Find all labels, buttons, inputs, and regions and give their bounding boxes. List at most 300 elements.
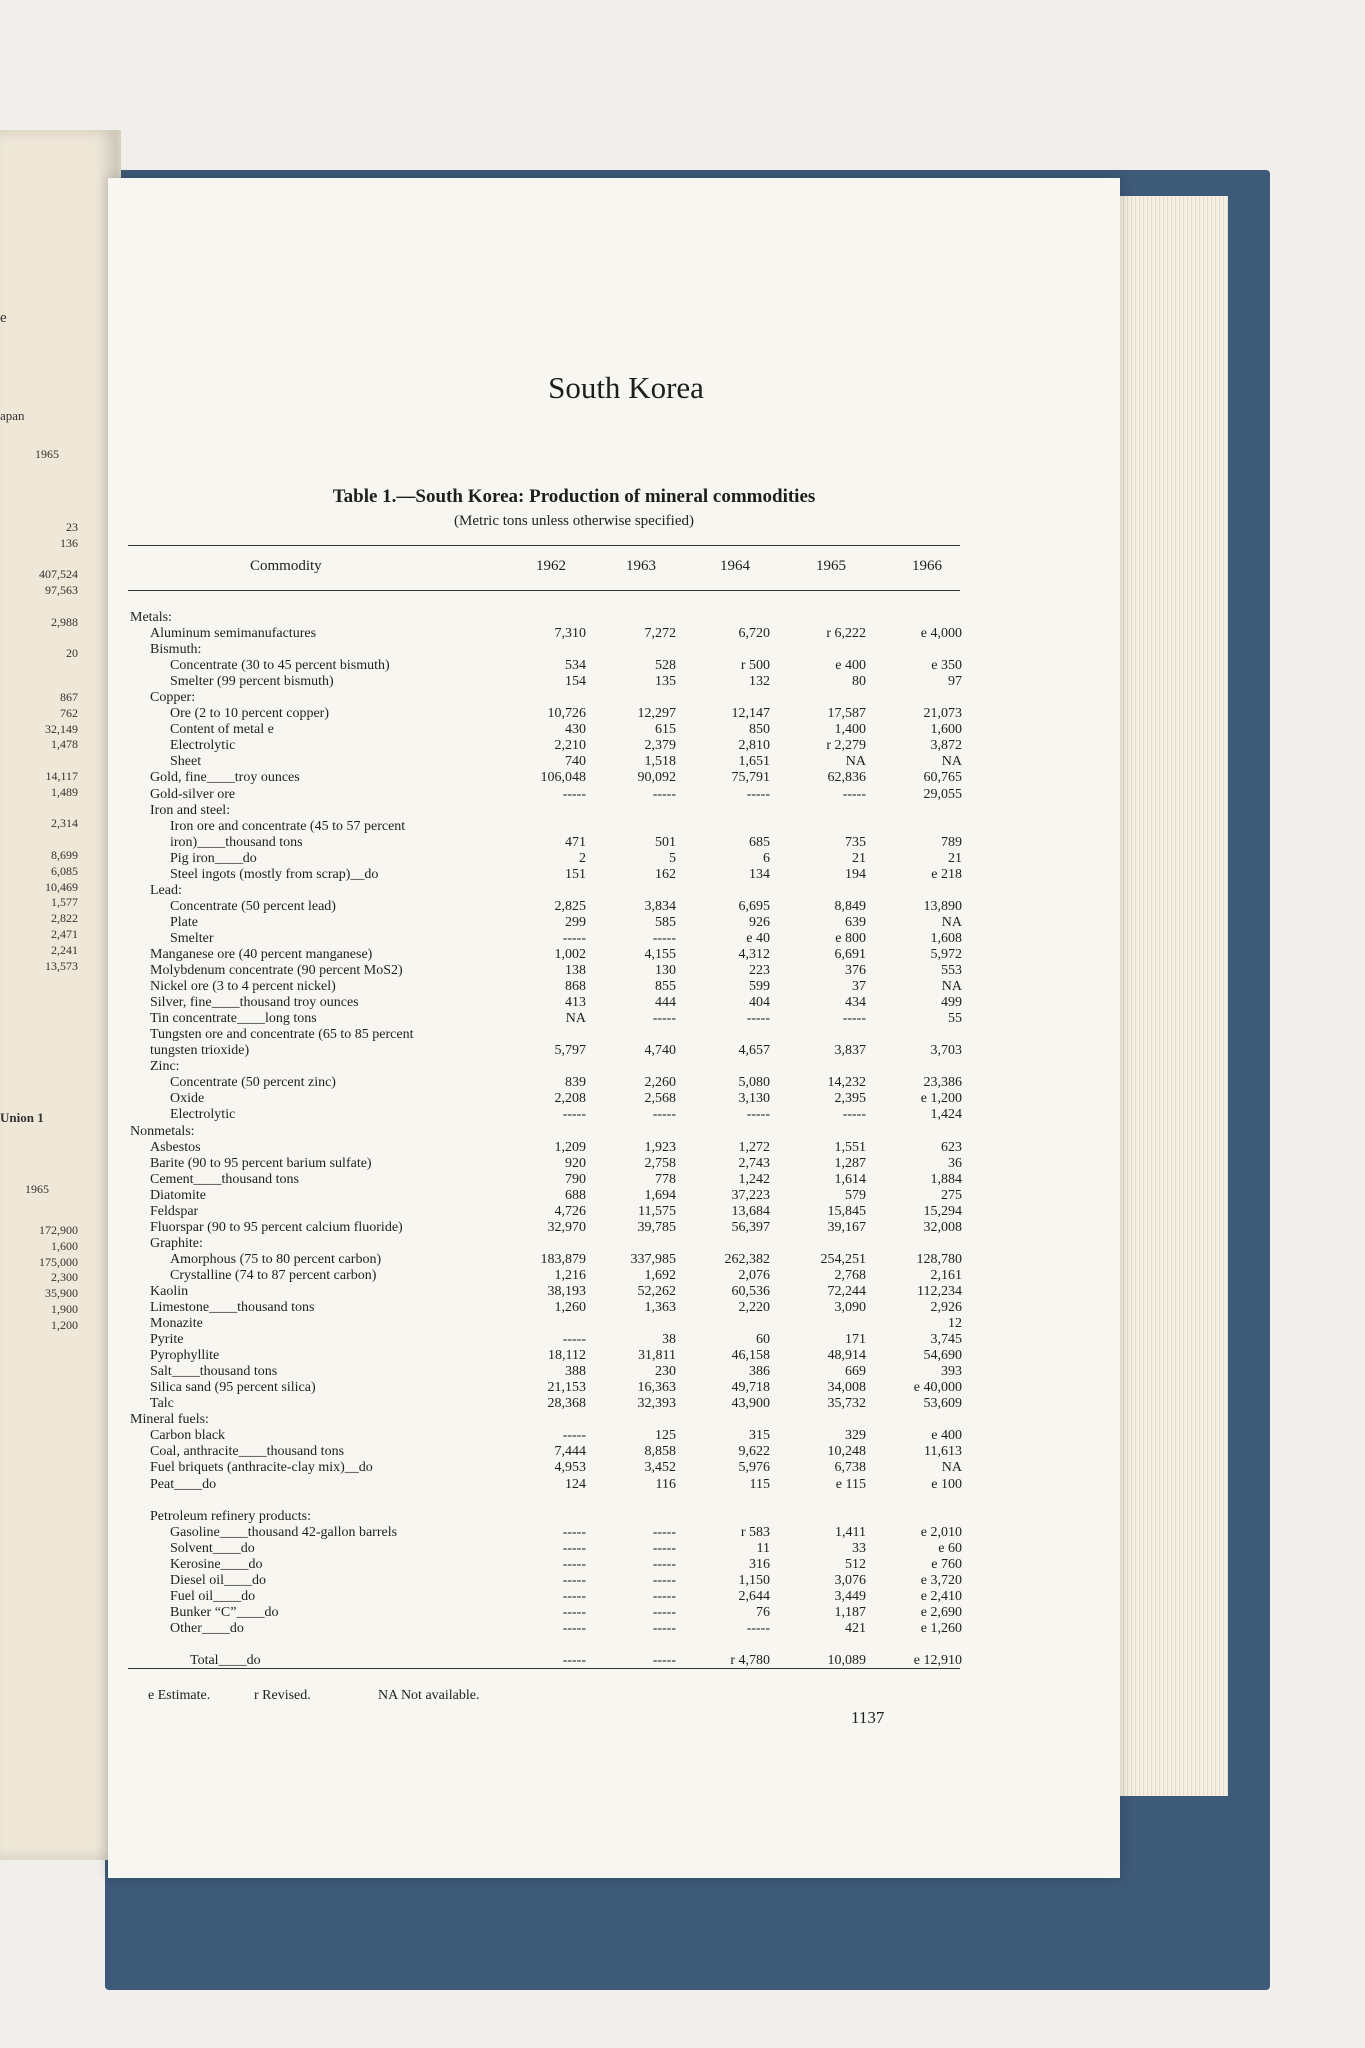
table-row — [130, 1075, 962, 1091]
table-row — [130, 1268, 962, 1284]
cell-value: 34,008 — [827, 1380, 866, 1396]
left-column-value: 23 — [66, 520, 78, 534]
cell-value: 62,836 — [827, 770, 866, 786]
cell-value: ----- — [562, 1556, 586, 1572]
cell-value: 6,738 — [834, 1460, 866, 1476]
row-label: Fuel oil____do — [170, 1588, 256, 1604]
cell-value: 8,858 — [644, 1444, 676, 1460]
cell-value: 80 — [852, 674, 866, 690]
row-label: Electrolytic — [170, 738, 236, 754]
cell-value: 223 — [749, 963, 770, 979]
cell-value: e 218 — [931, 866, 962, 882]
table-row — [130, 787, 962, 803]
row-label: Barite (90 to 95 percent barium sulfate) — [150, 1155, 372, 1171]
cell-value: 6,720 — [738, 626, 770, 642]
table-row — [130, 1332, 962, 1348]
cell-value: 124 — [565, 1476, 586, 1492]
cell-value: 1,002 — [554, 946, 586, 962]
left-column-value: 1,200 — [51, 1317, 78, 1332]
cell-value: 623 — [941, 1139, 962, 1155]
cell-value: NA — [941, 754, 962, 770]
cell-value: 14,232 — [827, 1075, 866, 1091]
footnote-na: NA Not available. — [378, 1688, 480, 1703]
cell-value: 60,536 — [731, 1283, 770, 1299]
cell-value: 868 — [565, 979, 586, 995]
table-title: Table 1.—South Korea: Production of mineral commodities — [332, 486, 816, 507]
left-column-bottom — [39, 1223, 78, 1334]
cell-value: 37 — [852, 979, 866, 995]
cell-value: ----- — [652, 1604, 676, 1620]
left-fragment: 1965 — [35, 447, 59, 461]
table-row — [130, 1284, 962, 1300]
cell-value: e 400 — [931, 1428, 962, 1444]
table-row — [130, 1364, 962, 1380]
row-label: Smelter (99 percent bismuth) — [170, 674, 334, 690]
table-row — [130, 1653, 962, 1669]
page-number: 1137 — [851, 1708, 885, 1727]
row-label: Petroleum refinery products: — [150, 1508, 311, 1524]
cell-value: 32,970 — [547, 1219, 586, 1235]
cell-value: 2,208 — [554, 1091, 586, 1107]
cell-value: 33 — [852, 1540, 866, 1556]
table-row — [130, 1573, 962, 1589]
cell-value: 2,926 — [930, 1300, 962, 1316]
left-column-value: 20 — [66, 646, 78, 661]
row-label: Gold, fine____troy ounces — [150, 770, 300, 786]
cell-value: 1,551 — [834, 1139, 866, 1155]
row-label: Ore (2 to 10 percent copper) — [170, 706, 329, 722]
cell-value: 3,703 — [930, 1043, 962, 1059]
row-label: Tin concentrate____long tons — [150, 1011, 317, 1027]
cell-value: NA — [941, 1460, 962, 1476]
cell-value: ----- — [652, 1572, 676, 1588]
cell-value: 21 — [948, 850, 962, 866]
cell-value: 553 — [941, 963, 962, 979]
row-label: Zinc: — [150, 1059, 180, 1075]
row-label: Solvent____do — [170, 1540, 255, 1556]
cell-value: ----- — [842, 1107, 866, 1123]
table-row — [130, 1156, 962, 1172]
left-column-value — [39, 631, 78, 647]
cell-value: e 2,410 — [920, 1588, 962, 1604]
row-label: Iron and steel: — [150, 802, 231, 818]
cell-value: e 4,000 — [920, 626, 962, 642]
cell-value: 534 — [565, 658, 586, 674]
cell-value: 17,587 — [827, 706, 866, 722]
cell-value: 1,694 — [644, 1187, 676, 1203]
left-fragment: apan — [0, 408, 25, 423]
row-label: Sheet — [170, 754, 202, 770]
table-row — [130, 642, 962, 658]
left-column-value: 2,314 — [51, 816, 78, 831]
cell-value: 2,758 — [644, 1155, 676, 1171]
cell-value: 2,161 — [930, 1267, 962, 1283]
left-column-mid — [45, 690, 78, 974]
left-fragment: e — [0, 310, 7, 326]
header-year: 1963 — [626, 558, 656, 574]
cell-value: 18,112 — [548, 1348, 586, 1364]
left-column-value — [45, 801, 78, 817]
row-label: Silver, fine____thousand troy ounces — [150, 995, 359, 1011]
table-row — [130, 979, 962, 995]
cell-value: 920 — [565, 1155, 586, 1171]
cell-value: 12,147 — [731, 706, 770, 722]
row-label: Fuel briquets (anthracite-clay mix)__do — [150, 1460, 373, 1476]
cell-value: 11 — [756, 1540, 770, 1556]
table-row — [130, 1541, 962, 1557]
table-row — [130, 883, 962, 899]
table-row — [130, 1428, 962, 1444]
left-column-value: 32,149 — [45, 721, 78, 736]
cell-value: 499 — [941, 995, 962, 1011]
cell-value: 1,411 — [835, 1524, 866, 1540]
row-label: Feldspar — [150, 1203, 199, 1219]
cell-value: 2,220 — [738, 1300, 770, 1316]
cell-value: r 583 — [740, 1524, 770, 1540]
cell-value: 90,092 — [637, 770, 676, 786]
cell-value: 1,187 — [834, 1604, 866, 1620]
cell-value: 615 — [655, 722, 676, 738]
row-label: Carbon black — [150, 1428, 226, 1444]
cell-value: 6,695 — [738, 898, 770, 914]
table-row — [130, 770, 962, 786]
cell-value: 2,210 — [554, 738, 586, 754]
footnote-revised: r Revised. — [254, 1688, 311, 1703]
row-label: Kerosine____do — [170, 1556, 263, 1572]
cell-value: 3,076 — [834, 1572, 866, 1588]
header-year: 1966 — [912, 558, 942, 574]
cell-value: ----- — [842, 1011, 866, 1027]
left-column-value: 1,600 — [51, 1238, 78, 1253]
cell-value: 1,884 — [930, 1171, 962, 1187]
row-label: Kaolin — [150, 1283, 189, 1299]
row-label: Diesel oil____do — [170, 1572, 267, 1588]
cell-value: 585 — [655, 914, 676, 930]
cell-value: 128,780 — [916, 1251, 962, 1267]
cell-value: 138 — [565, 963, 586, 979]
cell-value: 388 — [565, 1364, 586, 1380]
left-column-top — [39, 520, 78, 662]
cell-value: 393 — [941, 1364, 962, 1380]
cell-value: ----- — [746, 1011, 770, 1027]
table-row — [130, 1525, 962, 1541]
table-row — [130, 1140, 962, 1156]
cell-value: ----- — [562, 1540, 586, 1556]
cell-value: 130 — [655, 963, 676, 979]
cell-value: ----- — [652, 1588, 676, 1604]
table-row — [130, 1220, 962, 1236]
cell-value: 56,397 — [731, 1219, 770, 1235]
cell-value: 76 — [756, 1604, 770, 1620]
row-label: Concentrate (50 percent zinc) — [170, 1075, 336, 1091]
cell-value: 4,953 — [554, 1460, 586, 1476]
table-row — [130, 1493, 962, 1509]
cell-value: 6 — [763, 850, 770, 866]
cell-value: 579 — [845, 1187, 866, 1203]
cell-value: ----- — [562, 930, 586, 946]
cell-value: e 115 — [835, 1476, 866, 1492]
cell-value: ----- — [842, 786, 866, 802]
cell-value: 1,651 — [738, 754, 770, 770]
cell-value: NA — [845, 754, 866, 770]
table-header-rule — [128, 590, 960, 591]
cell-value: ----- — [652, 1556, 676, 1572]
table-row — [130, 1091, 962, 1107]
cell-value: 2,825 — [554, 898, 586, 914]
cell-value: 2,395 — [834, 1091, 866, 1107]
row-label: Diatomite — [150, 1187, 206, 1203]
cell-value: 21,153 — [547, 1380, 586, 1396]
cell-value: ----- — [562, 1572, 586, 1588]
cell-value: 135 — [655, 674, 676, 690]
cell-value: 262,382 — [724, 1251, 770, 1267]
cell-value: 4,312 — [738, 946, 770, 962]
cell-value: 7,310 — [554, 626, 586, 642]
cell-value: e 1,260 — [920, 1620, 962, 1636]
cell-value: 5,797 — [554, 1043, 586, 1059]
left-column-value: 136 — [60, 535, 78, 550]
table-row — [130, 1444, 962, 1460]
cell-value: 421 — [845, 1620, 866, 1636]
cell-value: 125 — [655, 1428, 676, 1444]
cell-value: e 3,720 — [920, 1572, 962, 1588]
cell-value: 134 — [749, 866, 770, 882]
cell-value: 471 — [565, 834, 586, 850]
table-row — [130, 1236, 962, 1252]
cell-value: 10,248 — [827, 1444, 866, 1460]
cell-value: 839 — [565, 1075, 586, 1091]
cell-value: 7,444 — [554, 1444, 586, 1460]
table-bottom-rule — [128, 1668, 960, 1669]
row-label: Mineral fuels: — [130, 1412, 209, 1428]
left-column-value: 172,900 — [39, 1223, 78, 1237]
cell-value: ----- — [562, 1107, 586, 1123]
cell-value: e 350 — [931, 658, 962, 674]
left-column-value: 2,471 — [51, 926, 78, 941]
table-row — [130, 1557, 962, 1573]
cell-value: 72,244 — [827, 1283, 866, 1299]
left-column-value: 1,900 — [51, 1301, 78, 1316]
table-row — [130, 658, 962, 674]
cell-value: 1,216 — [554, 1267, 586, 1283]
table-row — [130, 963, 962, 979]
cell-value: 2,768 — [834, 1267, 866, 1283]
cell-value: 639 — [845, 914, 866, 930]
cell-value: e 2,690 — [920, 1604, 962, 1620]
table-row — [130, 1589, 962, 1605]
table-row — [130, 1124, 962, 1140]
table-row — [130, 1027, 962, 1043]
cell-value: NA — [565, 1011, 586, 1027]
cell-value: 337,985 — [630, 1251, 676, 1267]
table-row — [130, 899, 962, 915]
cell-value: 434 — [845, 995, 866, 1011]
cell-value: 3,090 — [834, 1300, 866, 1316]
cell-value: 21 — [852, 850, 866, 866]
cell-value: r 6,222 — [826, 626, 866, 642]
cell-value: 37,223 — [731, 1187, 770, 1203]
row-label: Aluminum semimanufactures — [150, 626, 317, 642]
cell-value: 528 — [655, 658, 676, 674]
left-fragment: Union 1 — [0, 1110, 44, 1125]
cell-value: NA — [941, 979, 962, 995]
cell-value: ----- — [746, 1107, 770, 1123]
cell-value: 54,690 — [923, 1348, 962, 1364]
cell-value: 275 — [941, 1187, 962, 1203]
row-label: Asbestos — [150, 1139, 201, 1155]
left-column-value: 2,241 — [51, 942, 78, 957]
cell-value: 151 — [565, 866, 586, 882]
cell-value: e 400 — [835, 658, 866, 674]
cell-value: 4,740 — [644, 1043, 676, 1059]
cell-value: 2,644 — [738, 1588, 770, 1604]
cell-value: 3,837 — [834, 1043, 866, 1059]
row-label: Bismuth: — [150, 642, 202, 658]
left-column-value: 407,524 — [39, 567, 78, 582]
cell-value: 1,209 — [554, 1139, 586, 1155]
cell-value: 1,260 — [554, 1300, 586, 1316]
cell-value: 116 — [655, 1476, 676, 1492]
left-column-value: 762 — [60, 705, 78, 720]
cell-value: 685 — [749, 834, 770, 850]
left-column-value: 10,469 — [45, 879, 78, 894]
cell-value: 132 — [749, 674, 770, 690]
table-top-rule — [128, 545, 960, 546]
cell-value: 39,785 — [637, 1219, 676, 1235]
row-label: Concentrate (30 to 45 percent bismuth) — [170, 658, 390, 674]
cell-value: 46,158 — [731, 1348, 770, 1364]
left-column-value: 175,000 — [39, 1254, 78, 1269]
cell-value: 1,287 — [834, 1155, 866, 1171]
cell-value: ----- — [562, 1332, 586, 1348]
row-label: Monazite — [150, 1316, 203, 1332]
left-column-value — [45, 753, 78, 769]
cell-value: ----- — [652, 786, 676, 802]
left-column-value: 2,988 — [51, 614, 78, 629]
cell-value: 11,575 — [638, 1203, 676, 1219]
row-label: Tungsten ore and concentrate (65 to 85 percent — [150, 1027, 414, 1043]
cell-value: 55 — [948, 1011, 962, 1027]
row-label: Pyrophyllite — [150, 1348, 220, 1364]
row-label: Electrolytic — [170, 1107, 236, 1123]
cell-value: ----- — [652, 1107, 676, 1123]
page-title: South Korea — [548, 370, 704, 405]
cell-value: 669 — [845, 1364, 866, 1380]
row-label: Nonmetals: — [130, 1123, 195, 1139]
cell-value: 413 — [565, 995, 586, 1011]
cell-value: 386 — [749, 1364, 770, 1380]
cell-value: 16,363 — [637, 1380, 676, 1396]
cell-value: ----- — [652, 1011, 676, 1027]
row-label: Smelter — [170, 930, 214, 946]
cell-value: 1,272 — [738, 1139, 770, 1155]
cell-value: 926 — [749, 914, 770, 930]
cell-value: 230 — [655, 1364, 676, 1380]
cell-value: 13,890 — [923, 898, 962, 914]
cell-value: 599 — [749, 979, 770, 995]
cell-value: 512 — [845, 1556, 866, 1572]
cell-value: 29,055 — [923, 786, 962, 802]
cell-value: 778 — [655, 1171, 676, 1187]
row-label: Oxide — [170, 1091, 205, 1107]
row-label: Limestone____thousand tons — [150, 1300, 315, 1316]
cell-value: 3,872 — [930, 738, 962, 754]
left-column-value: 1,478 — [51, 737, 78, 752]
cell-value: 3,834 — [644, 898, 676, 914]
row-label: tungsten trioxide) — [150, 1043, 250, 1059]
cell-value: 1,608 — [930, 930, 962, 946]
document-page — [108, 178, 1120, 1878]
row-label: iron)____thousand tons — [170, 834, 303, 850]
cell-value: 10,726 — [547, 706, 586, 722]
table-row — [130, 674, 962, 690]
left-column-value: 867 — [60, 690, 78, 704]
row-label: Gold-silver ore — [150, 786, 236, 802]
left-column-value — [39, 599, 78, 615]
cell-value: 8,849 — [834, 898, 866, 914]
table-row — [130, 722, 962, 738]
cell-value: ----- — [652, 1653, 676, 1669]
cell-value: 329 — [845, 1428, 866, 1444]
cell-value: e 1,200 — [920, 1091, 962, 1107]
cell-value: 376 — [845, 963, 866, 979]
cell-value: e 12,910 — [913, 1653, 962, 1669]
table-row — [130, 1460, 962, 1476]
row-label: Manganese ore (40 percent manganese) — [150, 946, 373, 962]
table-row — [130, 1477, 962, 1493]
cell-value: 4,155 — [644, 946, 676, 962]
cell-value: 39,167 — [827, 1219, 866, 1235]
cell-value: 7,272 — [644, 626, 676, 642]
cell-value: 2,260 — [644, 1075, 676, 1091]
cell-value: 183,879 — [540, 1251, 586, 1267]
cell-value: 60 — [756, 1332, 770, 1348]
left-page — [0, 130, 121, 1860]
table-row — [130, 1316, 962, 1332]
cell-value: 850 — [749, 722, 770, 738]
cell-value: 2 — [579, 850, 586, 866]
table-row — [130, 706, 962, 722]
cell-value: 23,386 — [923, 1075, 962, 1091]
table-row — [130, 851, 962, 867]
row-label: Concentrate (50 percent lead) — [170, 898, 336, 914]
left-column-value: 2,300 — [51, 1270, 78, 1285]
cell-value: 6,691 — [834, 946, 866, 962]
cell-value: 1,600 — [930, 722, 962, 738]
row-label: Other____do — [170, 1620, 244, 1636]
cell-value: 97 — [948, 674, 962, 690]
cell-value: 855 — [655, 979, 676, 995]
left-fragment: 1965 — [25, 1182, 49, 1196]
row-label: Salt____thousand tons — [150, 1364, 278, 1380]
cell-value: NA — [941, 914, 962, 930]
cell-value: 5,976 — [738, 1460, 770, 1476]
table-row — [130, 690, 962, 706]
cell-value: ----- — [746, 1620, 770, 1636]
cell-value: 444 — [655, 995, 676, 1011]
cell-value: 31,811 — [638, 1348, 676, 1364]
row-label: Cement____thousand tons — [150, 1171, 299, 1187]
table-subtitle: (Metric tons unless otherwise specified) — [454, 513, 694, 529]
cell-value: 12,297 — [637, 706, 676, 722]
table-row — [130, 754, 962, 770]
commodities-table — [130, 610, 962, 1669]
row-label: Total____do — [190, 1653, 261, 1669]
cell-value: 53,609 — [923, 1396, 962, 1412]
row-label: Crystalline (74 to 87 percent carbon) — [170, 1267, 377, 1283]
cell-value: e 60 — [938, 1540, 962, 1556]
cell-value: 1,150 — [738, 1572, 770, 1588]
